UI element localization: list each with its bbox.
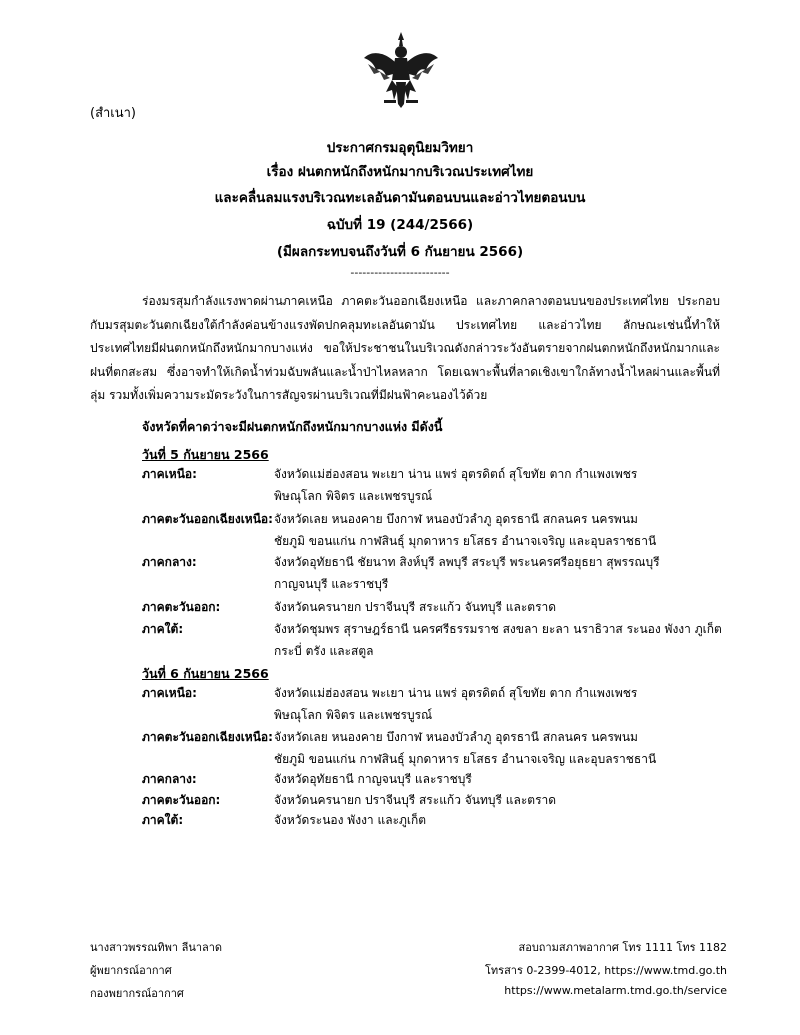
region-provinces <box>274 596 734 618</box>
region-line: จังหวัดนครนายก ปราจีนบุรี สระแก้ว จันทบุรี และตราด <box>274 600 557 614</box>
region-line: ชัยภูมิ ขอนแก่น กาฬสินธุ์ มุกดาหาร ยโสธร อำนาจเจริญ และอุบลราชธานี <box>274 752 657 766</box>
region-line: จังหวัดแม่ฮ่องสอน พะเยา น่าน แพร่ อุตรดิตถ์ สุโขทัย ตาก กำแพงเพชร <box>274 686 638 700</box>
region-label: ภาคตะวันออกเฉียงเหนือ: <box>142 512 273 526</box>
region-provinces <box>274 789 734 811</box>
region-label: ภาคเหนือ: <box>142 467 197 481</box>
announcement-subject-line2: และคลื่นลมแรงบริเวณทะเลอันดามันตอนบนและอ่าวไทยตอนบน <box>214 190 586 206</box>
region-line: จังหวัดอุทัยธานี ชัยนาท สิงห์บุรี ลพบุรี สระบุรี พระนครศรีอยุธยา สุพรรณบุรี <box>274 555 660 569</box>
day-heading: วันที่ 6 กันยายน 2566 <box>142 666 269 681</box>
region-line: จังหวัดระนอง พังงา และภูเก็ต <box>274 813 427 827</box>
region-label: ภาคตะวันออก: <box>142 793 221 807</box>
region-label: ภาคใต้: <box>142 622 184 636</box>
region-line: ชัยภูมิ ขอนแก่น กาฬสินธุ์ มุกดาหาร ยโสธร อำนาจเจริญ และอุบลราชธานี <box>274 534 657 548</box>
region-provinces <box>274 768 734 790</box>
region-line: จังหวัดชุมพร สุราษฎร์ธานี นครศรีธรรมราช สงขลา ยะลา นราธิวาส ระนอง พังงา ภูเก็ต <box>274 622 722 636</box>
region-label: ภาคกลาง: <box>142 772 197 786</box>
region-line: จังหวัดเลย หนองคาย บึงกาฬ หนองบัวลำภู อุดรธานี สกลนคร นครพนม <box>274 512 638 526</box>
region-provinces <box>274 463 734 507</box>
copy-mark: (สำเนา) <box>90 106 137 121</box>
region-label: ภาคตะวันออกเฉียงเหนือ: <box>142 730 273 744</box>
region-line: จังหวัดแม่ฮ่องสอน พะเยา น่าน แพร่ อุตรดิตถ์ สุโขทัย ตาก กำแพงเพชร <box>274 467 638 481</box>
region-line: กระบี่ ตรัง และสตูล <box>274 644 374 658</box>
announcement-subject: เรื่อง ฝนตกหนักถึงหนักมากบริเวณประเทศไทย <box>266 164 534 180</box>
region-provinces <box>274 682 734 726</box>
region-label: ภาคตะวันออก: <box>142 600 221 614</box>
provinces-heading: จังหวัดที่คาดว่าจะมีฝนตกหนักถึงหนักมากบางแห่ง มีดังนี้ <box>142 419 443 434</box>
region-provinces <box>274 809 734 831</box>
forecaster-title: ผู้พยากรณ์อากาศ <box>90 964 172 977</box>
region-line: จังหวัดอุทัยธานี กาญจนบุรี และราชบุรี <box>274 772 472 786</box>
region-line: กาญจนบุรี และราชบุรี <box>274 577 389 591</box>
announcement-title: ประกาศกรมอุตุนิยมวิทยา <box>326 140 474 156</box>
body-paragraph: ร่องมรสุมกำลังแรงพาดผ่านภาคเหนือ ภาคตะวันออกเฉียงเหนือ และภาคกลางตอนบนของประเทศไทย ประกอบกับมรสุมตะวันตกเฉียงใต้กำลังค่อนข้างแรงพัดปกคลุมทะเลอันดามัน ประเทศไทย และอ่าวไทย ลักษณะเช่นนี้ทำให้ประเทศไทยมีฝนตกหนักถึงหนักมากบางแห่ง ขอให้ประชาชนในบริเวณดังกล่าวระวังอันตรายจากฝนตกหนักถึงหนักมากและฝนที่ตกสะสม ซึ่งอาจทำให้เกิดน้ำท่วมฉับพลันและน้ำป่าไหลหลาก โดยเฉพาะพื้นที่ลาดเชิงเขาใกล้ทางน้ำไหลผ่านและพื้นที่ลุ่ม รวมทั้งเพิ่มความระมัดระวังในการสัญจรผ่านบริเวณที่มีฝนฟ้าคะนองไว้ด้วย <box>90 294 720 402</box>
forecaster-name: นางสาวพรรณทิพา ลีนาลาด <box>90 941 223 954</box>
region-line: พิษณุโลก พิจิตร และเพชรบูรณ์ <box>274 708 433 722</box>
day-heading: วันที่ 5 กันยายน 2566 <box>142 447 269 462</box>
region-provinces <box>274 551 734 595</box>
region-line: จังหวัดนครนายก ปราจีนบุรี สระแก้ว จันทบุรี และตราด <box>274 793 557 807</box>
region-provinces <box>274 508 734 552</box>
region-line: พิษณุโลก พิจิตร และเพชรบูรณ์ <box>274 489 433 503</box>
announcement-issue-number: ฉบับที่ 19 (244/2566) <box>326 217 474 233</box>
contact-phone: สอบถามสภาพอากาศ โทร 1111 โทร 1182 <box>518 941 727 954</box>
region-line: จังหวัดเลย หนองคาย บึงกาฬ หนองบัวลำภู อุดรธานี สกลนคร นครพนม <box>274 730 638 744</box>
contact-fax-website[interactable]: โทรสาร 0-2399-4012, https://www.tmd.go.th <box>485 964 727 977</box>
announcement-effective-date: (มีผลกระทบจนถึงวันที่ 6 กันยายน 2566) <box>276 244 524 260</box>
region-provinces <box>274 618 734 662</box>
garuda-emblem-icon <box>362 30 440 110</box>
region-label: ภาคใต้: <box>142 813 184 827</box>
title-divider: ------------------------- <box>350 266 450 279</box>
region-label: ภาคกลาง: <box>142 555 197 569</box>
metalarm-link[interactable]: https://www.metalarm.tmd.go.th/service <box>504 984 727 997</box>
region-provinces <box>274 726 734 770</box>
region-label: ภาคเหนือ: <box>142 686 197 700</box>
forecaster-division: กองพยากรณ์อากาศ <box>90 987 184 1000</box>
